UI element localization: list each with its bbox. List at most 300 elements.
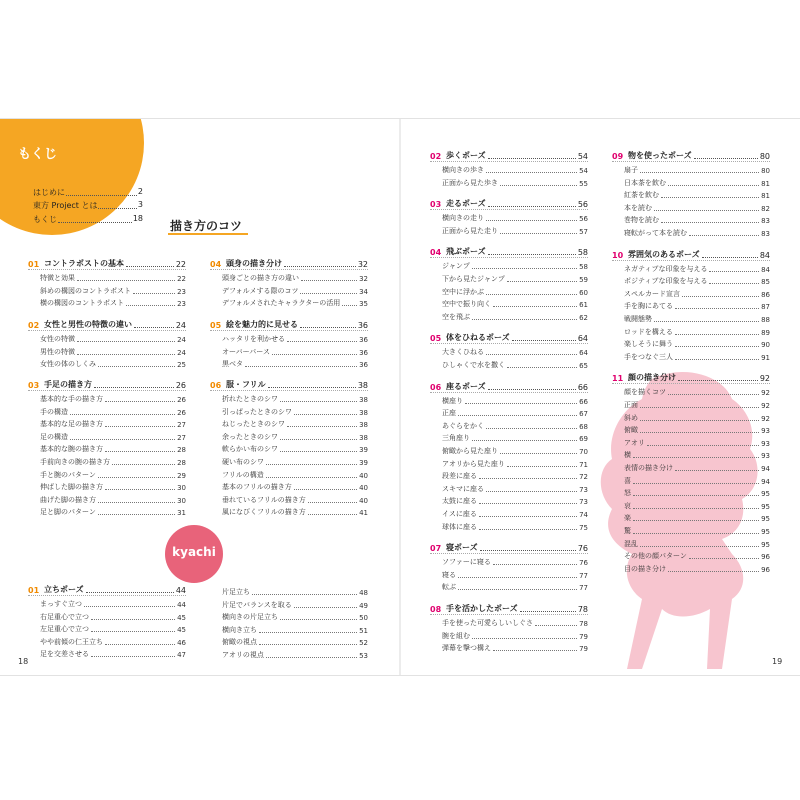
toc-entry bbox=[442, 494, 588, 506]
toc-entry-page: 96 bbox=[761, 565, 770, 574]
toc-entry-page: 81 bbox=[761, 179, 770, 188]
toc-entry-page: 95 bbox=[761, 528, 770, 536]
toc-entry-page: 88 bbox=[761, 316, 770, 324]
leader-dots bbox=[512, 340, 576, 341]
toc-entry bbox=[40, 647, 186, 659]
toc-entry-page: 26 bbox=[177, 408, 186, 417]
leader-dots bbox=[266, 657, 357, 658]
toc-entry-label: 特徴と効果 bbox=[40, 274, 75, 282]
toc-entry-page: 50 bbox=[359, 614, 368, 623]
section-page: 54 bbox=[577, 152, 588, 161]
toc-entry-label: 三角座り bbox=[442, 434, 470, 443]
toc-entry-page: 81 bbox=[761, 192, 770, 201]
leader-dots bbox=[77, 354, 175, 355]
section-number: 06 bbox=[430, 382, 442, 392]
toc-entry bbox=[624, 511, 770, 523]
section-heading bbox=[430, 602, 588, 615]
toc-entry-label: オーバーパース bbox=[222, 347, 270, 356]
leader-dots bbox=[98, 502, 175, 503]
toc-entry-label: 表情の描き分け bbox=[624, 464, 673, 472]
leader-dots bbox=[694, 158, 758, 159]
toc-entry bbox=[624, 163, 770, 175]
toc-entry-label: 空中で振り向く bbox=[442, 300, 491, 309]
leader-dots bbox=[98, 477, 175, 478]
leader-dots bbox=[493, 564, 577, 565]
toc-entry-label: 正面 bbox=[624, 401, 638, 409]
toc-entry-page: 52 bbox=[359, 639, 368, 648]
leader-dots bbox=[268, 387, 356, 388]
toc-entry-page: 83 bbox=[761, 217, 770, 226]
section-page: 26 bbox=[175, 381, 186, 390]
toc-entry-label: 大きくひねる bbox=[442, 348, 484, 357]
toc-entry-label: あぐらをかく bbox=[442, 421, 484, 430]
section-page: 24 bbox=[175, 321, 186, 330]
leader-dots bbox=[472, 319, 577, 320]
toc-entry-page: 69 bbox=[579, 435, 588, 444]
toc-entry-page: 95 bbox=[761, 502, 770, 511]
toc-entry-label: 基本的な手の描き方 bbox=[40, 395, 103, 403]
toc-entry-label: 引っぱったときのシワ bbox=[222, 407, 292, 416]
toc-entry-page: 45 bbox=[177, 613, 186, 622]
toc-entry-label: 楽しそうに舞う bbox=[624, 340, 673, 349]
intro-entry bbox=[33, 214, 143, 225]
toc-entry-label: 横の構図のコントラポスト bbox=[40, 299, 124, 308]
leader-dots bbox=[488, 389, 576, 390]
section-heading bbox=[612, 248, 770, 261]
toc-entry bbox=[442, 297, 588, 309]
section-heading bbox=[430, 197, 588, 210]
leader-dots bbox=[709, 271, 759, 272]
toc-entry bbox=[442, 358, 588, 370]
section-heading bbox=[430, 541, 588, 554]
leader-dots bbox=[668, 185, 759, 186]
toc-entry-page: 55 bbox=[579, 179, 588, 188]
gutter bbox=[399, 119, 401, 675]
section-page: 64 bbox=[577, 334, 588, 344]
leader-dots bbox=[458, 415, 577, 416]
leader-dots bbox=[486, 354, 577, 355]
toc-entry bbox=[40, 468, 186, 480]
leader-dots bbox=[66, 187, 137, 196]
toc-entry bbox=[624, 398, 770, 410]
leader-dots bbox=[633, 533, 759, 534]
toc-entry bbox=[222, 493, 368, 505]
toc-entry bbox=[624, 562, 770, 574]
toc-entry bbox=[442, 310, 588, 322]
toc-entry-page: 61 bbox=[579, 301, 588, 310]
section-number: 08 bbox=[430, 605, 442, 614]
toc-entry-page: 44 bbox=[177, 601, 186, 609]
section-title: 雰囲気のあるポーズ bbox=[628, 249, 700, 259]
toc-entry-page: 27 bbox=[177, 421, 186, 430]
leader-dots bbox=[70, 414, 175, 415]
toc-entry-label: 手を胸にあてる bbox=[624, 302, 673, 311]
leader-dots bbox=[300, 293, 357, 294]
toc-entry bbox=[442, 394, 588, 406]
leader-dots bbox=[300, 327, 356, 328]
toc-entry-label: 横向きの片足立ち bbox=[222, 613, 278, 622]
toc-entry bbox=[442, 507, 588, 519]
toc-entry bbox=[442, 345, 588, 357]
toc-entry-label: 横座り bbox=[442, 396, 463, 405]
leader-dots bbox=[633, 520, 759, 521]
toc-entry bbox=[222, 417, 368, 429]
leader-dots bbox=[126, 266, 174, 267]
toc-entry-page: 92 bbox=[761, 389, 770, 398]
toc-entry bbox=[222, 635, 368, 647]
toc-entry-label: 下から見たジャンプ bbox=[442, 275, 505, 283]
section-title: 寝ポーズ bbox=[446, 543, 478, 553]
toc-entry-label: 足の構造 bbox=[40, 432, 68, 441]
toc-entry bbox=[442, 482, 588, 494]
leader-dots bbox=[105, 401, 175, 402]
leader-dots bbox=[709, 283, 759, 284]
leader-dots bbox=[465, 403, 577, 404]
leader-dots bbox=[661, 222, 759, 223]
toc-entry-page: 46 bbox=[177, 638, 186, 647]
leader-dots bbox=[493, 306, 577, 307]
toc-entry-page: 60 bbox=[579, 288, 588, 297]
toc-entry-label: 横向き立ち bbox=[222, 625, 257, 634]
toc-entry-label: 空中に浮かぶ bbox=[442, 287, 484, 296]
toc-entry-label: 垂れているフリルの描き方 bbox=[222, 495, 306, 504]
toc-entry-page: 58 bbox=[579, 263, 588, 272]
toc-entry bbox=[40, 505, 186, 517]
leader-dots bbox=[98, 514, 175, 515]
toc-entry bbox=[222, 480, 368, 492]
leader-dots bbox=[675, 334, 759, 335]
toc-entry bbox=[442, 568, 588, 580]
leader-dots bbox=[479, 529, 577, 530]
toc-entry-label: 喜 bbox=[624, 476, 631, 485]
toc-entry-label: イスに座る bbox=[442, 510, 477, 518]
section-heading bbox=[28, 378, 186, 391]
toc-entry bbox=[442, 259, 588, 271]
leader-dots bbox=[633, 483, 759, 484]
toc-entry-page: 94 bbox=[761, 477, 770, 486]
leader-dots bbox=[287, 341, 357, 342]
toc-entry-label: 驚 bbox=[624, 527, 631, 535]
toc-entry bbox=[40, 332, 186, 344]
toc-entry-label: デフォルメする際のコツ bbox=[222, 286, 299, 295]
toc-entry-label: 弾幕を撃つ構え bbox=[442, 644, 491, 653]
section-page: 78 bbox=[577, 605, 588, 614]
toc-entry-page: 23 bbox=[177, 287, 186, 296]
leader-dots bbox=[259, 644, 357, 645]
toc-entry-page: 38 bbox=[359, 408, 368, 417]
toc-entry bbox=[222, 505, 368, 517]
toc-entry bbox=[442, 580, 588, 592]
toc-entry-label: 硬い布のシワ bbox=[222, 458, 264, 466]
toc-entry-label: 頭身ごとの描き方の違い bbox=[222, 274, 299, 282]
section-number: 07 bbox=[430, 544, 442, 554]
toc-entry-page: 31 bbox=[177, 509, 186, 518]
toc-entry-label: ジャンプ bbox=[442, 262, 470, 271]
section-page: 44 bbox=[175, 586, 186, 595]
toc-entry bbox=[624, 337, 770, 349]
toc-entry-page: 85 bbox=[761, 278, 770, 287]
toc-entry bbox=[624, 287, 770, 299]
leader-dots bbox=[266, 464, 357, 465]
toc-entry-page: 56 bbox=[579, 215, 588, 224]
section-title: 手足の描き方 bbox=[44, 380, 92, 389]
leader-dots bbox=[682, 296, 759, 297]
toc-entry-label: 風になびくフリルの描き方 bbox=[222, 508, 306, 517]
leader-dots bbox=[654, 210, 759, 211]
section-heading bbox=[28, 318, 186, 331]
toc-entry bbox=[442, 163, 588, 175]
toc-entry-page: 48 bbox=[359, 589, 368, 597]
toc-entry-page: 86 bbox=[761, 290, 770, 299]
toc-entry-label: 手を使った可愛らしいしぐさ bbox=[442, 619, 533, 627]
section-title: 物を使ったポーズ bbox=[628, 151, 692, 160]
section-number: 09 bbox=[612, 152, 624, 161]
section-number: 01 bbox=[28, 260, 40, 269]
leader-dots bbox=[689, 558, 759, 559]
section-title: 顔の描き分け bbox=[628, 373, 676, 383]
page-number-left: 18 bbox=[18, 657, 29, 666]
leader-dots bbox=[507, 466, 577, 467]
toc-entry bbox=[222, 455, 368, 467]
banner-underline bbox=[168, 233, 248, 235]
leader-dots bbox=[689, 235, 759, 236]
toc-entry-page: 27 bbox=[177, 433, 186, 442]
toc-entry-label: 寝る bbox=[442, 570, 456, 579]
toc-entry bbox=[442, 419, 588, 431]
toc-entry-label: 段差に座る bbox=[442, 472, 477, 481]
toc-entry bbox=[442, 285, 588, 297]
toc-entry-label: 紅茶を飲む bbox=[624, 191, 659, 200]
leader-dots bbox=[133, 293, 175, 294]
toc-entry bbox=[624, 499, 770, 511]
toc-entry-page: 30 bbox=[177, 496, 186, 505]
leader-dots bbox=[486, 220, 577, 221]
toc-entry-label: デフォルメされたキャラクターの活用 bbox=[222, 299, 341, 308]
section-title: 立ちポーズ bbox=[44, 585, 84, 594]
toc-entry-page: 72 bbox=[579, 473, 588, 482]
toc-entry bbox=[40, 430, 186, 442]
leader-dots bbox=[342, 305, 357, 306]
section-title: 歩くポーズ bbox=[446, 151, 486, 160]
toc-entry-page: 45 bbox=[177, 626, 186, 635]
section-page: 80 bbox=[759, 152, 770, 161]
toc-entry-label: スキマに座る bbox=[442, 484, 484, 493]
toc-entry bbox=[40, 357, 186, 369]
toc-entry-label: 腕を組む bbox=[442, 631, 470, 640]
leader-dots bbox=[105, 451, 175, 452]
section-heading bbox=[28, 257, 186, 270]
leader-dots bbox=[675, 346, 759, 347]
leader-dots bbox=[245, 366, 357, 367]
toc-entry bbox=[624, 176, 770, 188]
toc-entry-label: 片足立ち bbox=[222, 588, 250, 596]
leader-dots bbox=[294, 489, 357, 490]
leader-dots bbox=[308, 514, 357, 515]
leader-dots bbox=[105, 644, 175, 645]
toc-entry-label: 哀 bbox=[624, 501, 631, 510]
section-page: 76 bbox=[577, 544, 588, 554]
leader-dots bbox=[486, 491, 577, 492]
toc-entry-label: スペルカード宣言 bbox=[624, 289, 680, 298]
leader-dots bbox=[640, 420, 759, 421]
section-number: 10 bbox=[612, 250, 624, 260]
toc-entry bbox=[624, 524, 770, 536]
toc-entry-page: 95 bbox=[761, 540, 770, 549]
toc-entry-page: 79 bbox=[579, 632, 588, 641]
toc-entry-label: ネガティブな印象を与える bbox=[624, 264, 708, 273]
toc-entry-page: 93 bbox=[761, 427, 770, 436]
leader-dots bbox=[105, 489, 175, 490]
leader-dots bbox=[640, 407, 759, 408]
toc-entry bbox=[624, 350, 770, 362]
toc-entry bbox=[40, 480, 186, 492]
section-title: 頭身の描き分け bbox=[226, 259, 282, 268]
toc-entry-label: 太鼓に座る bbox=[442, 497, 477, 506]
toc-entry-page: 38 bbox=[359, 421, 368, 430]
section-title: 体をひねるポーズ bbox=[446, 333, 510, 343]
leader-dots bbox=[252, 594, 357, 595]
toc-entry-label: まっすぐ立つ bbox=[40, 600, 82, 608]
toc-entry bbox=[442, 616, 588, 628]
toc-entry bbox=[624, 226, 770, 238]
section-number: 06 bbox=[210, 381, 222, 390]
kyachi-label: kyachi bbox=[172, 545, 216, 559]
leader-dots bbox=[280, 439, 357, 440]
toc-entry-label: 手の構造 bbox=[40, 407, 68, 416]
intro-entry-page: 2 bbox=[137, 187, 143, 196]
toc-entry-page: 40 bbox=[359, 496, 368, 505]
toc-entry bbox=[222, 284, 368, 296]
leader-dots bbox=[472, 638, 577, 639]
toc-entry-page: 93 bbox=[761, 452, 770, 461]
leader-dots bbox=[94, 387, 174, 388]
intro-entry bbox=[33, 187, 143, 198]
toc-entry-label: 片足でバランスを取る bbox=[222, 600, 292, 609]
toc-entry-label: 基本的な足の描き方 bbox=[40, 420, 103, 429]
leader-dots bbox=[91, 619, 175, 620]
toc-entry bbox=[40, 405, 186, 417]
toc-entry-page: 91 bbox=[761, 353, 770, 362]
toc-entry-label: アオリの視点 bbox=[222, 651, 264, 659]
toc-entry-page: 65 bbox=[579, 362, 588, 370]
toc-entry-label: 斜め bbox=[624, 413, 638, 422]
toc-entry bbox=[222, 332, 368, 344]
leader-dots bbox=[493, 650, 577, 651]
toc-entry-label: 横 bbox=[624, 451, 631, 460]
section-title: 絵を魅力的に見せる bbox=[226, 320, 298, 329]
leader-dots bbox=[480, 550, 576, 551]
toc-entry-label: ひしゃくで水を撒く bbox=[442, 361, 505, 369]
toc-entry-page: 23 bbox=[177, 300, 186, 309]
toc-entry bbox=[624, 299, 770, 311]
page-number-right: 19 bbox=[772, 657, 783, 666]
toc-entry-page: 38 bbox=[359, 396, 368, 404]
toc-entry-label: 男性の特徴 bbox=[40, 347, 75, 356]
section-number: 01 bbox=[28, 586, 40, 595]
toc-entry bbox=[624, 549, 770, 561]
toc-entry-label: 余ったときのシワ bbox=[222, 432, 278, 441]
leader-dots bbox=[640, 546, 759, 547]
toc-entry bbox=[624, 461, 770, 473]
toc-entry-page: 39 bbox=[359, 459, 368, 467]
toc-entry bbox=[222, 357, 368, 369]
section-number: 02 bbox=[28, 321, 40, 330]
toc-entry-page: 95 bbox=[761, 490, 770, 499]
toc-entry-page: 29 bbox=[177, 471, 186, 480]
section-title: 手を活かしたポーズ bbox=[446, 604, 518, 613]
toc-entry-label: 横向きの走り bbox=[442, 214, 484, 223]
toc-entry-label: アオリから見た座り bbox=[442, 459, 505, 468]
toc-entry-page: 76 bbox=[579, 559, 588, 568]
toc-entry-page: 90 bbox=[761, 341, 770, 350]
toc-entry bbox=[222, 430, 368, 442]
toc-entry-page: 79 bbox=[579, 645, 588, 654]
leader-dots bbox=[98, 200, 136, 209]
leader-dots bbox=[294, 414, 357, 415]
toc-entry bbox=[40, 271, 186, 283]
toc-entry-page: 26 bbox=[177, 396, 186, 404]
toc-entry-label: 横向きの歩き bbox=[442, 166, 484, 174]
toc-entry-page: 78 bbox=[579, 620, 588, 628]
section-heading bbox=[430, 149, 588, 162]
toc-entry-page: 40 bbox=[359, 471, 368, 480]
intro-entry bbox=[33, 200, 143, 211]
section-page: 66 bbox=[577, 382, 588, 392]
toc-entry-label: 混乱 bbox=[624, 539, 638, 548]
toc-entry-page: 92 bbox=[761, 414, 770, 423]
leader-dots bbox=[633, 457, 759, 458]
toc-entry-label: 基本のフリルの描き方 bbox=[222, 483, 292, 492]
toc-entry-label: 扇子 bbox=[624, 166, 638, 174]
section-title: 女性と男性の特徴の違い bbox=[44, 320, 132, 329]
toc-entry bbox=[442, 469, 588, 481]
section-page: 22 bbox=[175, 260, 186, 269]
toc-entry-page: 40 bbox=[359, 484, 368, 493]
toc-entry bbox=[222, 623, 368, 635]
leader-dots bbox=[488, 254, 576, 255]
leader-dots bbox=[507, 367, 577, 368]
toc-entry-label: 曲げた脚の描き方 bbox=[40, 495, 96, 504]
leader-dots bbox=[126, 305, 175, 306]
section-page: 36 bbox=[357, 321, 368, 330]
section-number: 11 bbox=[612, 374, 624, 384]
leader-dots bbox=[668, 571, 759, 572]
toc-entry-page: 75 bbox=[579, 523, 588, 532]
leader-dots bbox=[58, 214, 132, 223]
leader-dots bbox=[488, 158, 576, 159]
leader-dots bbox=[472, 268, 577, 269]
section-heading bbox=[430, 380, 588, 393]
toc-entry-label: 顔を描くコツ bbox=[624, 388, 666, 397]
toc-entry bbox=[442, 431, 588, 443]
toc-entry bbox=[222, 442, 368, 454]
toc-entry-page: 84 bbox=[761, 265, 770, 274]
leader-dots bbox=[520, 611, 576, 612]
toc-entry-page: 87 bbox=[761, 303, 770, 312]
toc-entry bbox=[624, 188, 770, 200]
intro-entry-label: 東方 Project とは bbox=[33, 201, 98, 210]
toc-entry-label: 手前向きの腕の描き方 bbox=[40, 458, 110, 466]
leader-dots bbox=[488, 206, 576, 207]
toc-entry-page: 38 bbox=[359, 433, 368, 442]
leader-dots bbox=[486, 172, 577, 173]
leader-dots bbox=[675, 359, 759, 360]
toc-entry-label: 俯瞰から見た座り bbox=[442, 447, 498, 455]
leader-dots bbox=[535, 625, 577, 626]
toc-entry-label: 手と腕のパターン bbox=[40, 470, 96, 479]
section-title: コントラポストの基本 bbox=[44, 259, 124, 268]
leader-dots bbox=[77, 280, 175, 281]
